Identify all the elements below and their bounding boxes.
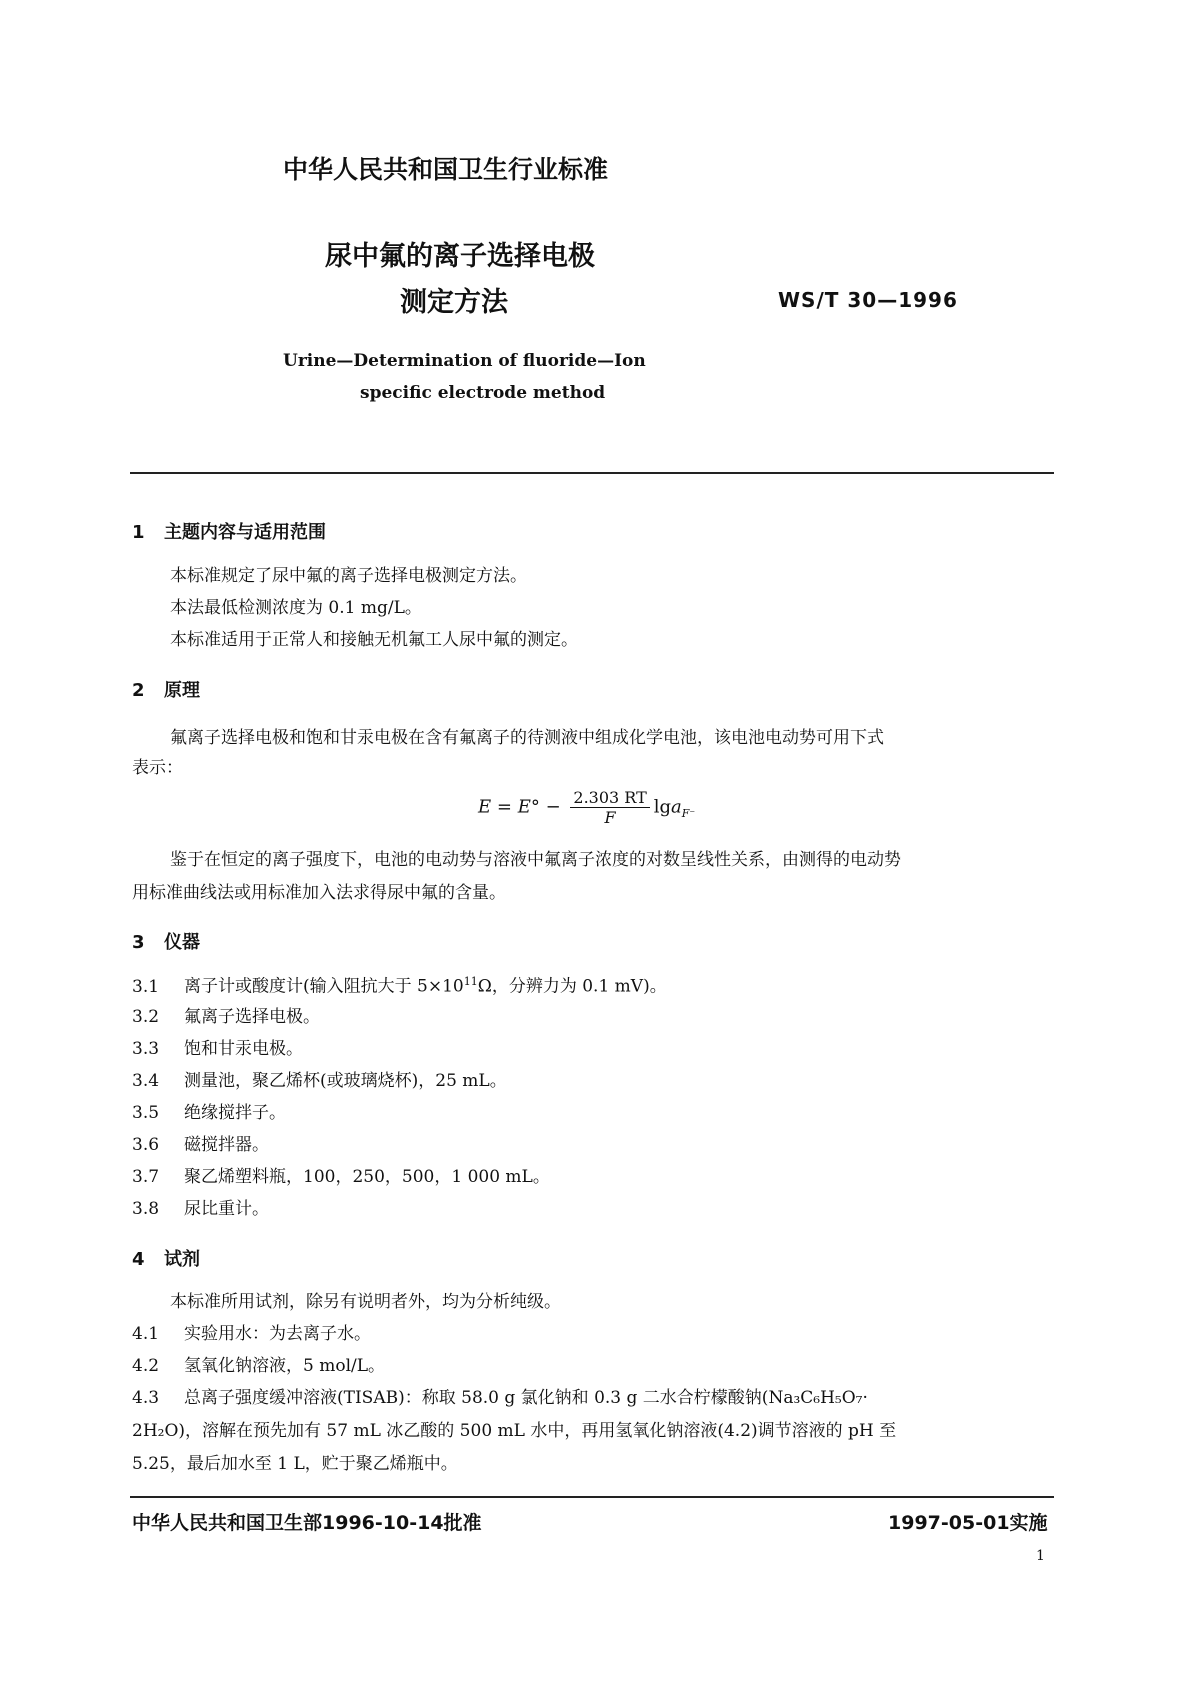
footer-divider	[130, 1496, 1054, 1498]
list-item-continuation: 5.25，最后加水至 1 L，贮于聚乙烯瓶中。	[132, 1454, 458, 1474]
item-text: 绝缘搅拌子。	[184, 1103, 286, 1123]
formula-fraction	[570, 788, 649, 827]
section-3-heading	[132, 928, 200, 954]
item-text: 氢氧化钠溶液，5 mol/L。	[184, 1356, 386, 1376]
nernst-equation	[478, 788, 695, 827]
approval-line: 中华人民共和国卫生部1996-10-14批准	[132, 1512, 482, 1534]
item-number: 4.3	[132, 1388, 160, 1408]
formula-minus: −	[545, 796, 561, 818]
list-item	[132, 1324, 371, 1344]
list-item	[132, 1071, 507, 1091]
paragraph: 氟离子选择电极和饱和甘汞电极在含有氟离子的待测液中组成化学电池，该电池电动势可用下式	[170, 728, 884, 748]
section-title: 原理	[164, 680, 200, 701]
formula-equals: =	[496, 796, 512, 818]
item-number: 3.6	[132, 1135, 160, 1155]
item-text: 聚乙烯塑料瓶，100，250，500，1 000 mL。	[184, 1167, 550, 1187]
section-number: 2	[132, 680, 145, 701]
header-divider	[130, 472, 1054, 474]
standard-code: WS/T 30—1996	[778, 288, 958, 312]
paragraph: 表示：	[132, 758, 183, 778]
list-item	[132, 1388, 868, 1408]
section-1-heading	[132, 518, 326, 544]
item-text-end: Ω，分辨力为 0.1 mV)。	[477, 976, 667, 997]
paragraph: 本法最低检测浓度为 0.1 mg/L。	[170, 598, 422, 618]
section-number: 4	[132, 1249, 145, 1270]
paragraph: 本标准规定了尿中氟的离子选择电极测定方法。	[170, 566, 527, 586]
section-4-heading	[132, 1245, 200, 1271]
formula-lhs: E	[478, 796, 492, 818]
section-2-heading	[132, 676, 200, 702]
section-number: 1	[132, 522, 145, 543]
formula-numerator: 2.303 RT	[570, 788, 649, 808]
item-number: 4.2	[132, 1356, 160, 1376]
item-number: 4.1	[132, 1324, 160, 1344]
item-number: 3.3	[132, 1039, 160, 1059]
item-number: 3.8	[132, 1199, 160, 1219]
paragraph: 本标准所用试剂，除另有说明者外，均为分析纯级。	[170, 1292, 561, 1312]
item-number: 3.4	[132, 1071, 160, 1091]
item-number: 3.5	[132, 1103, 160, 1123]
list-item	[132, 975, 667, 997]
item-number: 3.1	[132, 976, 160, 997]
item-number: 3.2	[132, 1007, 160, 1027]
section-title: 主题内容与适用范围	[164, 522, 326, 543]
standard-category: 中华人民共和国卫生行业标准	[283, 155, 609, 184]
formula-denominator: F	[604, 808, 616, 827]
page-number: 1	[1036, 1548, 1045, 1564]
item-text: 尿比重计。	[184, 1199, 269, 1219]
paragraph: 本标准适用于正常人和接触无机氟工人尿中氟的测定。	[170, 630, 578, 650]
item-text: 测量池，聚乙烯杯(或玻璃烧杯)，25 mL。	[184, 1071, 507, 1091]
list-item	[132, 1039, 303, 1059]
formula-activity: a	[671, 796, 682, 818]
list-item	[132, 1135, 269, 1155]
english-title-line1: Urine—Determination of fluoride—Ion	[283, 351, 646, 371]
list-item	[132, 1199, 269, 1219]
formula-activity-subscript: F⁻	[681, 807, 696, 821]
item-text: 总离子强度缓冲溶液(TISAB)：称取 58.0 g 氯化钠和 0.3 g 二水合柠檬酸钠(Na₃C₆H₅O₇·	[184, 1388, 868, 1408]
list-item	[132, 1103, 286, 1123]
item-text: 氟离子选择电极。	[184, 1007, 320, 1027]
list-item-continuation: 2H₂O)，溶解在预先加有 57 mL 冰乙酸的 500 mL 水中，再用氢氧化钠溶液(4.2)调节溶液的 pH 至	[132, 1421, 897, 1441]
section-number: 3	[132, 932, 145, 953]
paragraph: 用标准曲线法或用标准加入法求得尿中氟的含量。	[132, 883, 506, 903]
formula-standard-potential: E°	[517, 796, 540, 818]
item-text: 实验用水：为去离子水。	[184, 1324, 371, 1344]
list-item	[132, 1167, 550, 1187]
list-item	[132, 1356, 385, 1376]
section-title: 试剂	[164, 1249, 200, 1270]
item-superscript: 11	[463, 975, 478, 988]
item-text: 离子计或酸度计(输入阻抗大于 5×10	[184, 976, 464, 997]
document-title-line2: 测定方法	[400, 287, 508, 318]
item-text: 磁搅拌器。	[184, 1135, 269, 1155]
section-title: 仪器	[164, 932, 200, 953]
item-number: 3.7	[132, 1167, 160, 1187]
english-title-line2: specific electrode method	[360, 383, 606, 403]
effective-date: 1997-05-01实施	[888, 1512, 1048, 1534]
item-text: 饱和甘汞电极。	[184, 1039, 303, 1059]
formula-log: lg	[653, 796, 672, 818]
paragraph: 鉴于在恒定的离子强度下，电池的电动势与溶液中氟离子浓度的对数呈线性关系，由测得的电动势	[170, 850, 901, 870]
list-item	[132, 1007, 320, 1027]
document-title-line1: 尿中氟的离子选择电极	[325, 241, 595, 272]
